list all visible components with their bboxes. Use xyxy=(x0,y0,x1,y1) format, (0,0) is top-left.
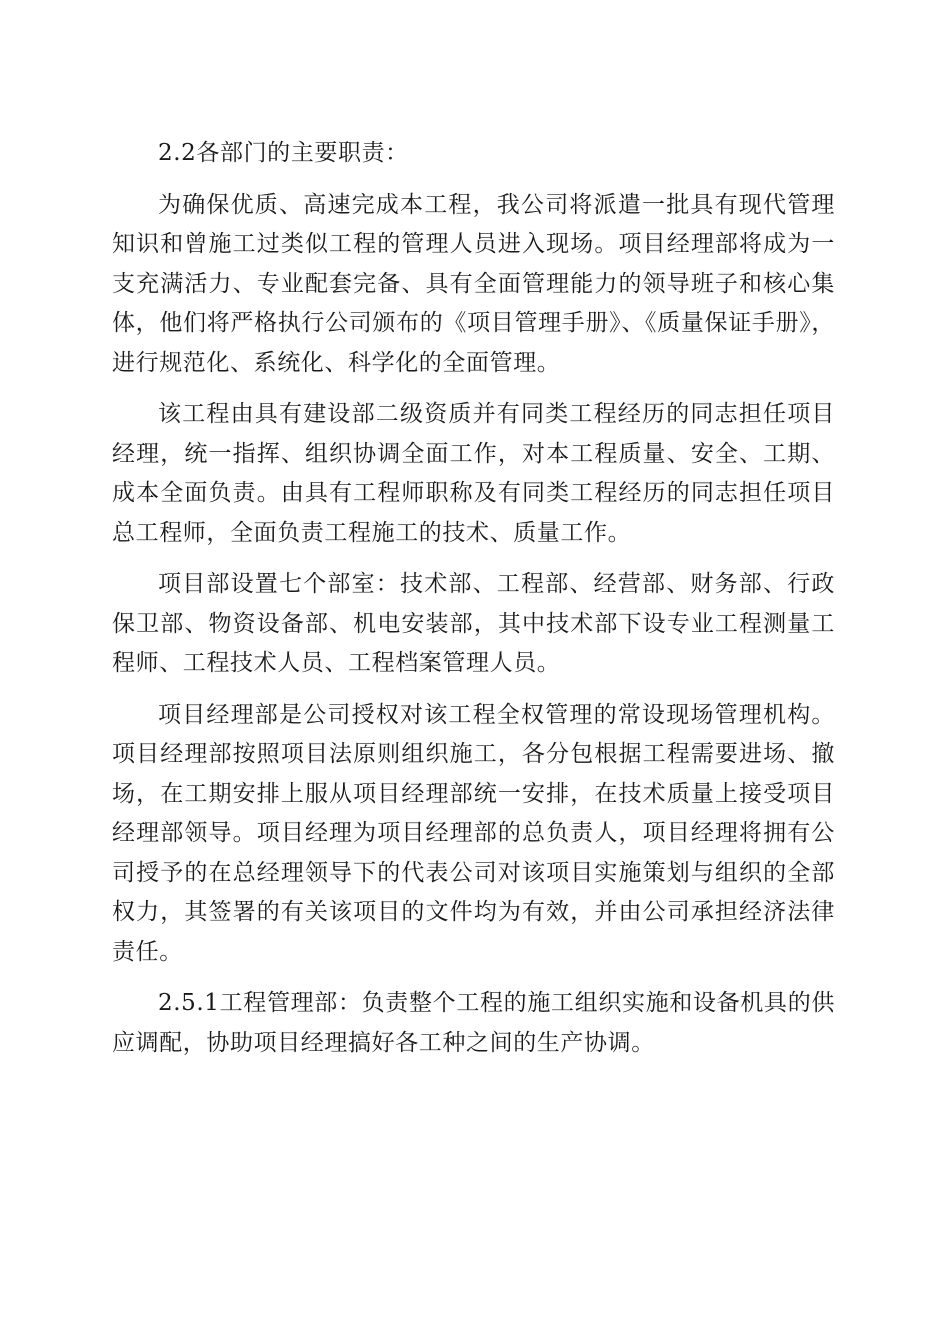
section-heading: 2.2各部门的主要职责： xyxy=(158,140,409,166)
paragraph-project-manager: 该工程由具有建设部二级资质并有同类工程经历的同志担任项目经理，统一指挥、组织协调全面工作，对本工程质量、安全、工期、成本全面负责。由具有工程师职称及有同类工程经历的同志担任项目总工程师，全面负责工程施工的技术、质量工作。 xyxy=(112,401,835,546)
paragraph-engineering-department: 2.5.1工程管理部：负责整个工程的施工组织实施和设备机具的供应调配，协助项目经理搞好各工种之间的生产协调。 xyxy=(112,990,835,1056)
paragraph-management-authority: 项目经理部是公司授权对该工程全权管理的常设现场管理机构。项目经理部按照项目法原则组织施工，各分包根据工程需要进场、撤场，在工期安排上服从项目经理部统一安排，在技术质量上接受项目经理部领导。项目经理为项目经理部的总负责人，项目经理将拥有公司授予的在总经理领导下的代表公司对该项目实施策划与组织的全部权力，其签署的有关该项目的文件均为有效，并由公司承担经济法律责任。 xyxy=(112,701,835,965)
paragraph-departments: 项目部设置七个部室：技术部、工程部、经营部、财务部、行政保卫部、物资设备部、机电安装部，其中技术部下设专业工程测量工程师、工程技术人员、工程档案管理人员。 xyxy=(112,571,835,676)
document-body xyxy=(112,134,835,1075)
paragraph-project-team: 为确保优质、高速完成本工程，我公司将派遣一批具有现代管理知识和曾施工过类似工程的管理人员进入现场。项目经理部将成为一支充满活力、专业配套完备、具有全面管理能力的领导班子和核心集体，他们将严格执行公司颁布的《项目管理手册》、《质量保证手册》，进行规范化、系统化、科学化的全面管理。 xyxy=(112,191,835,376)
